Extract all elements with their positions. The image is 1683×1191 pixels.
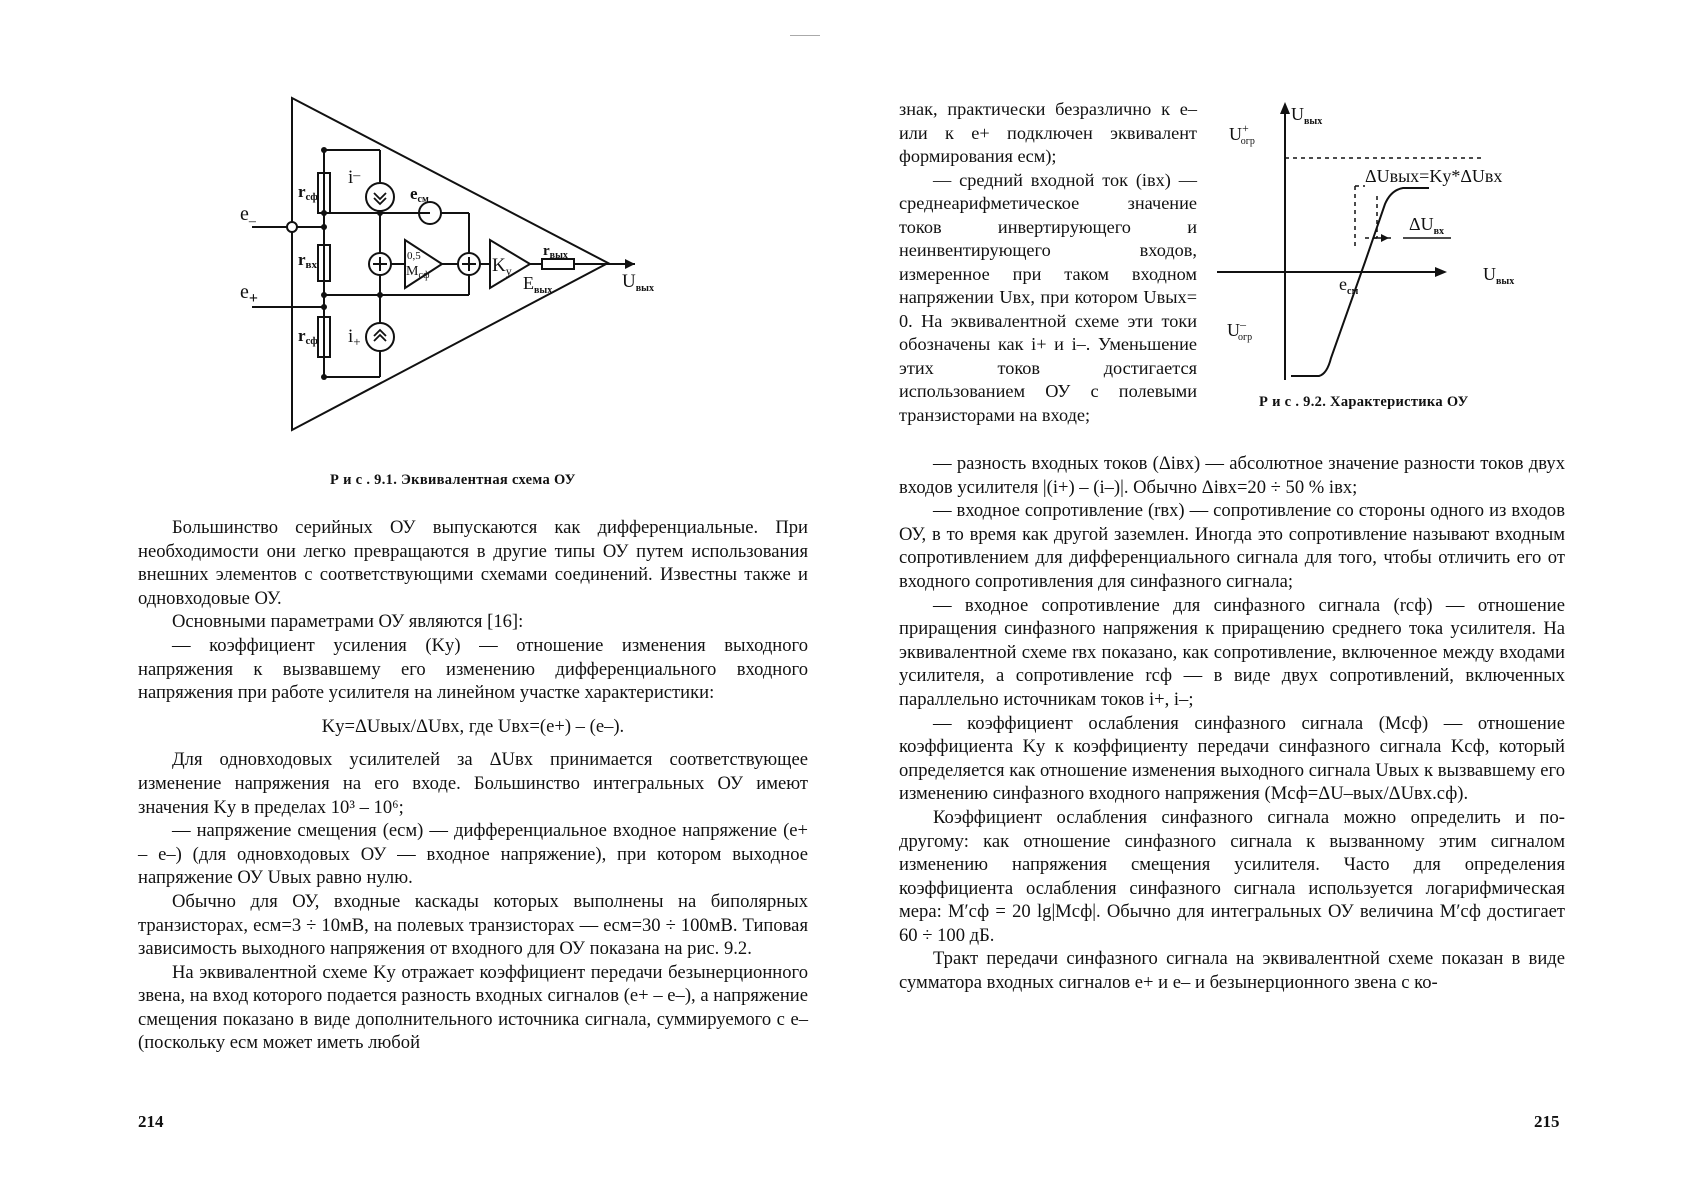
label-u-x-axis: $U_{вых}$ xyxy=(1483,264,1515,287)
right-text-column xyxy=(899,452,1565,995)
left-text-column xyxy=(138,516,808,1055)
paragraph: — коэффициент усиления (Kу) — отношение изменения выходного напряжения к вызвавшему его изменению дифференциального входного напряжения при работе усилителя на линейном участке характеристики: xyxy=(138,634,808,704)
label-du-vyx-formula: ΔUвых=Kу*ΔUвх xyxy=(1365,166,1503,186)
paragraph: — входное сопротивление (rвх) — сопротивление со стороны одного из входов ОУ, в то время как другой заземлен. Иногда это сопротивление называют входным сопротивлением для дифференциального сигнала для того, чтобы отличить его от входного сопротивления для синфазного сигнала; xyxy=(899,500,1565,592)
label-u-ogr-plus: U+ огр xyxy=(1229,121,1255,147)
left-page xyxy=(0,0,841,1191)
label-gain-0-5: 0,5 xyxy=(407,250,421,262)
label-r-sf-bottom: rсф xyxy=(298,326,318,347)
label-du-vx: $\Delta U_{вх}$ xyxy=(1409,214,1444,237)
label-e-sm: $e_{см}$ xyxy=(1339,274,1359,297)
figure-9-1-equivalent-circuit xyxy=(240,95,670,475)
label-m-sf: $M_{сф}$ xyxy=(406,264,430,281)
label-e-vyx: $E_{вых}$ xyxy=(523,273,553,296)
paragraph: — разность входных токов (Δiвх) — абсолютное значение разности токов двух входов усилителя |(i+) – (i–)|. Обычно Δiвх=20 ÷ 50 % iвх; xyxy=(899,453,1565,498)
figure-9-2-characteristic xyxy=(1211,100,1541,400)
label-i-plus: $i_+$ xyxy=(348,326,361,349)
label-k-y: $K_у$ xyxy=(492,255,512,278)
label-e-plus: $e_+$ xyxy=(240,281,259,307)
right-narrow-text-column xyxy=(899,98,1197,427)
op-amp-equivalent-circuit-svg xyxy=(240,95,670,435)
label-r-vyx: $r_{вых}$ xyxy=(543,243,568,261)
label-u-vyx-axis: $U_{вых}$ xyxy=(1291,104,1323,127)
paragraph: знак, практически безразлично к e– или к e+ подключен эквивалент формирования eсм); xyxy=(899,99,1197,166)
label-r-sf-top: rсф xyxy=(298,182,318,203)
label-u-ogr-minus: U– огр xyxy=(1227,317,1253,343)
current-source-i-plus xyxy=(366,323,394,351)
label-e-sm: eсм xyxy=(410,184,429,205)
label-u-vyx: $U_{вых}$ xyxy=(622,271,654,294)
right-page xyxy=(841,0,1683,1191)
paragraph: Тракт передачи синфазного сигнала на эквивалентной схеме показан в виде сумматора входных сигналов e+ и e– и безынерционного звена с ко- xyxy=(899,948,1565,994)
paragraph: — средний входной ток (iвх) — среднеарифметическое значение токов инвертирующего и неинвентирующего входов, измеренное при таком входном напряжении Uвх, при котором Uвых= 0. На эквивалентной схеме эти токи обозначены как i+ и i–. Уменьшение этих токов достигается использованием ОУ с полевыми транзисторами на входе; xyxy=(899,169,1197,425)
paragraph: Основными параметрами ОУ являются [16]: xyxy=(172,611,524,633)
paragraph: Большинство серийных ОУ выпускаются как дифференциальные. При необходимости они легко превращаются в другие типы ОУ путем использования внешних элементов с соответствующими схемами соединений. Известны также и одновходовые ОУ. xyxy=(138,517,808,609)
paragraph: Обычно для ОУ, входные каскады которых выполнены на биполярных транзисторах, eсм=3 ÷ 10мВ, на полевых транзисторах — eсм=30 ÷ 100мВ. Типовая зависимость выходного напряжения от входного для ОУ показана на рис. 9.2. xyxy=(138,890,808,960)
figure-9-2-caption: Р и с . 9.2. Характеристика ОУ xyxy=(1259,394,1469,410)
op-amp-characteristic-svg xyxy=(1211,100,1541,400)
figure-9-1-caption: Р и с . 9.1. Эквивалентная схема ОУ xyxy=(330,472,576,488)
paragraph: Для одновходовых усилителей за ΔUвх принимается соответствующее изменение напряжения на его входе. Большинство интегральных ОУ имеют значения Kу в пределах 10³ – 10⁶; xyxy=(138,749,808,818)
label-e-minus: $e_-$ xyxy=(240,203,256,229)
current-source-i-minus xyxy=(366,183,394,211)
paragraph: На эквивалентной схеме Kу отражает коэффициент передачи безынерционного звена, на вход которого подается разность входных сигналов (e+ – e–), а напряжение смещения показано в виде дополнительного источника сигнала, суммируемого с e– (поскольку eсм может иметь любой xyxy=(138,961,808,1054)
paragraph: — напряжение смещения (eсм) — дифференциальное входное напряжение (e+ – e–) (для одновходовых ОУ — входное напряжение), при котором выходное напряжение ОУ Uвых равно нулю. xyxy=(138,820,808,889)
page-number-left: 214 xyxy=(138,1112,164,1131)
label-i-minus: i– xyxy=(348,167,361,188)
label-r-vx: rвх xyxy=(298,250,317,271)
paragraph: — входное сопротивление для синфазного сигнала (rсф) — отношение приращения синфазного напряжения к приращению среднего тока усилителя. На эквивалентной схеме rвх показано, как сопротивление, включенное между входами усилителя, а сопротивление rсф — в виде двух сопротивлений, включенных параллельно источникам токов i+, i–; xyxy=(899,594,1565,710)
page-number-right: 215 xyxy=(1534,1112,1560,1131)
paragraph: — коэффициент ослабления синфазного сигнала (Mсф) — отношение коэффициента Kу к коэффициенту передачи синфазного сигнала Kсф, который определяется как отношение изменения выходного сигнала Uвых к вызвавшему его изменению синфазного входного напряжения (Mсф=ΔU–вых/ΔUвх.сф). xyxy=(899,712,1565,805)
formula-k-y: Kу=ΔUвых/ΔUвх, где Uвх=(e+) – (e–). xyxy=(321,715,625,737)
paragraph: Коэффициент ослабления синфазного сигнала можно определить и по-другому: как отношение синфазного сигнала к вызванному этим сигналом изменению напряжения смещения усилителя. Часто для определения коэффициента ослабления синфазного сигнала используется логарифмическая мера: M′сф = 20 lg|Mсф|. Обычно для интегральных ОУ величина M′сф достигает 60 ÷ 100 дБ. xyxy=(899,806,1565,946)
